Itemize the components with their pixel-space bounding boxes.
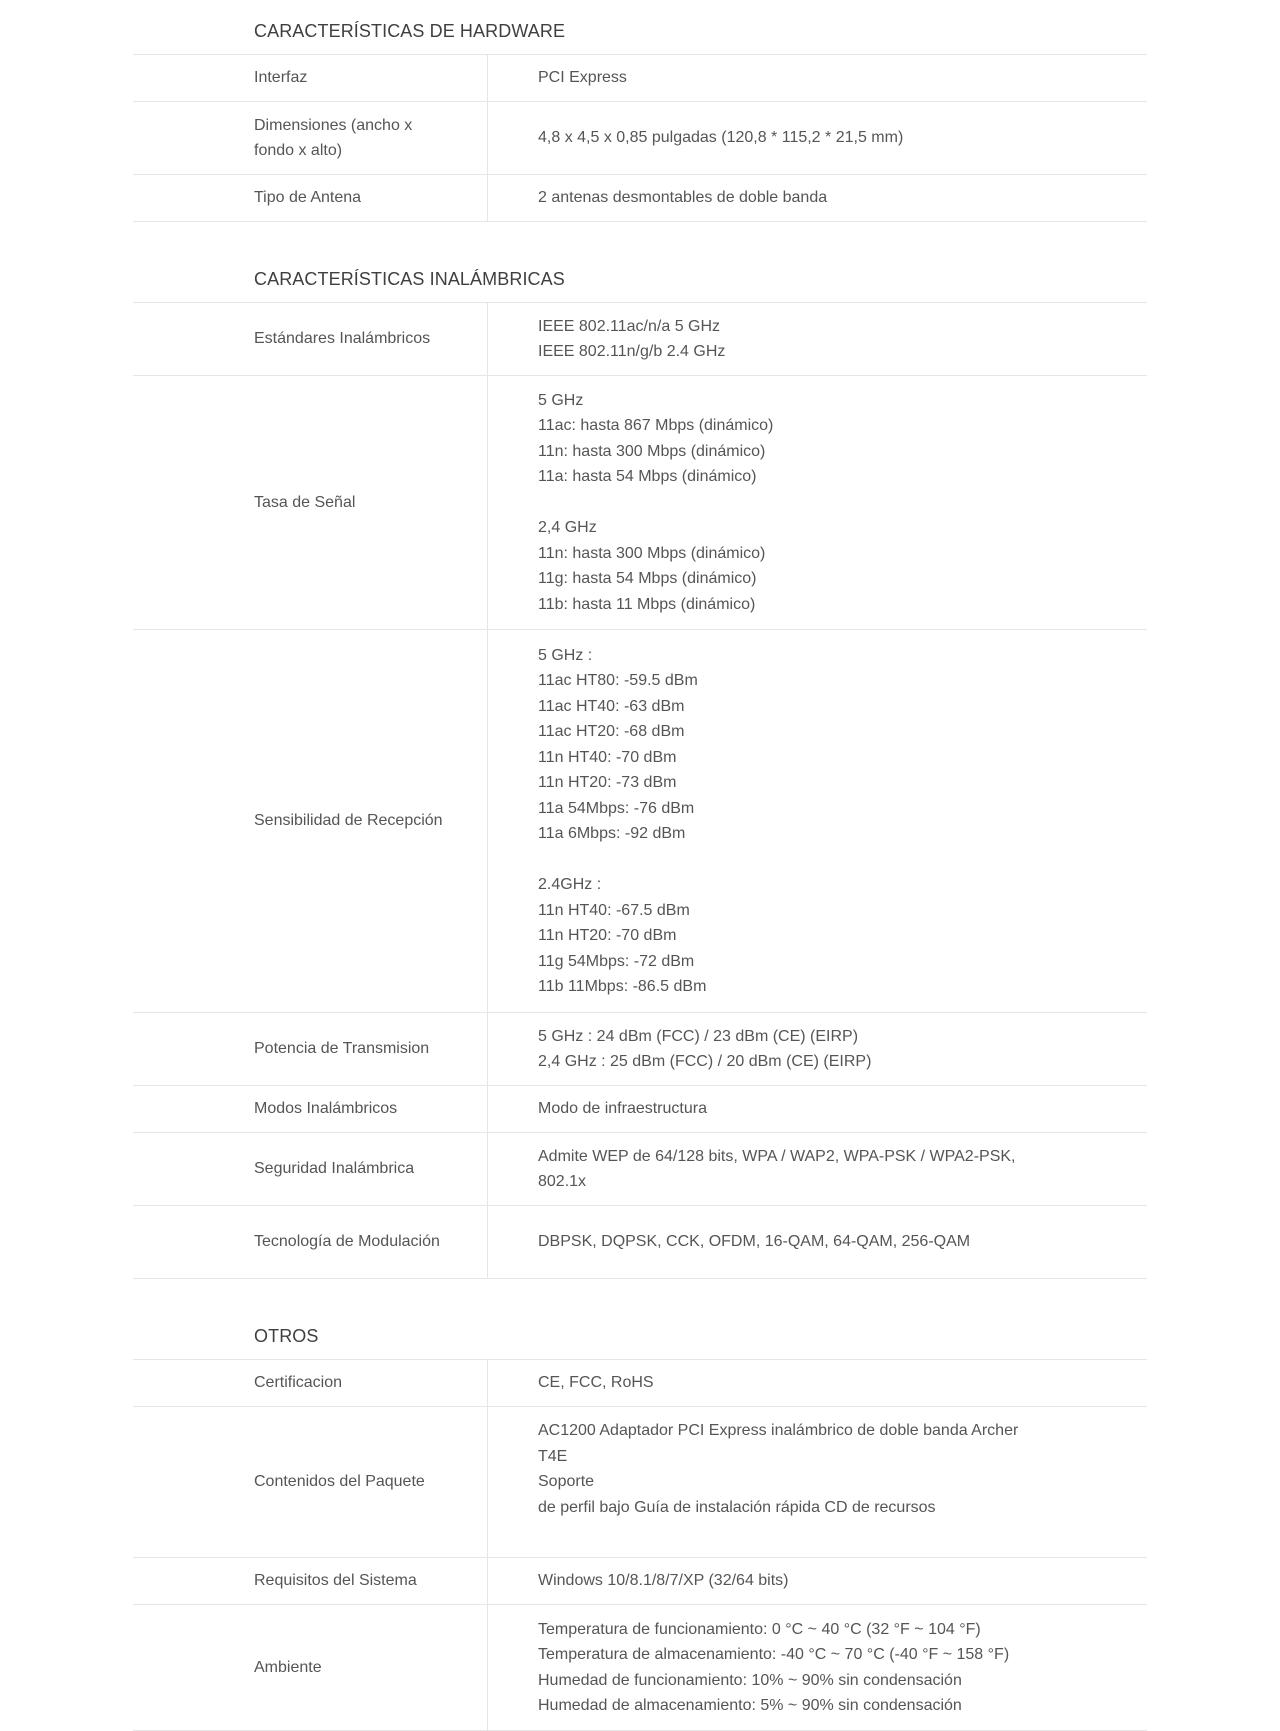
spec-value-line: DBPSK, DQPSK, CCK, OFDM, 16-QAM, 64-QAM, 256-QAM xyxy=(538,1233,971,1251)
spec-value-line: 11b 11Mbps: -86.5 dBm xyxy=(538,978,707,995)
spec-value-line: Modo de infraestructura xyxy=(538,1100,707,1118)
spec-value-line: Soporte xyxy=(538,1473,595,1491)
spec-row xyxy=(133,175,1147,222)
spec-label: Sensibilidad de Recepción xyxy=(133,630,488,1012)
spec-value-line: 11a 6Mbps: -92 dBm xyxy=(538,825,686,842)
spec-value xyxy=(488,1360,1147,1406)
spec-value-line xyxy=(538,1520,1037,1546)
spec-label: Certificacion xyxy=(133,1360,488,1406)
spec-value xyxy=(488,175,1147,221)
spec-value-line: 11a 54Mbps: -76 dBm xyxy=(538,799,695,817)
spec-section xyxy=(133,1279,1147,1731)
spec-value-line: 11n HT20: -70 dBm xyxy=(538,927,677,944)
spec-row xyxy=(133,630,1147,1013)
spec-section xyxy=(133,222,1147,1279)
spec-value xyxy=(488,1013,1147,1085)
spec-row xyxy=(133,1086,1147,1133)
spec-value xyxy=(488,1206,1147,1278)
spec-label: Estándares Inalámbricos xyxy=(133,303,488,375)
spec-label: Tecnología de Modulación xyxy=(133,1206,488,1278)
spec-value-line: IEEE 802.11ac/n/a 5 GHz xyxy=(538,317,721,335)
spec-value-line: 11n HT40: -70 dBm xyxy=(538,748,677,766)
spec-value-line: 11ac HT40: -63 dBm xyxy=(538,697,685,715)
spec-label: Tipo de Antena xyxy=(133,175,488,221)
spec-label: Contenidos del Paquete xyxy=(133,1407,488,1557)
spec-row xyxy=(133,102,1147,175)
spec-value-line: 5 GHz : 24 dBm (FCC) / 23 dBm (CE) (EIRP) xyxy=(538,1027,859,1045)
spec-value-line: 2,4 GHz xyxy=(538,519,597,537)
spec-section xyxy=(133,0,1147,222)
section-title: CARACTERÍSTICAS INALÁMBRICAS xyxy=(133,222,1147,303)
spec-value xyxy=(488,55,1147,101)
spec-value-line: 11g: hasta 54 Mbps (dinámico) xyxy=(538,570,757,588)
spec-value-line: 11a: hasta 54 Mbps (dinámico) xyxy=(538,468,757,486)
spec-value xyxy=(488,1133,1147,1205)
spec-value-line: AC1200 Adaptador PCI Express inalámbrico de doble banda Archer T4E xyxy=(538,1422,1023,1465)
spec-value-line: PCI Express xyxy=(538,69,627,87)
spec-row xyxy=(133,1133,1147,1206)
spec-row xyxy=(133,1407,1147,1558)
spec-value-line: 11n HT20: -73 dBm xyxy=(538,774,677,791)
spec-label: Potencia de Transmision xyxy=(133,1013,488,1085)
spec-value-line: 5 GHz xyxy=(538,391,584,409)
spec-label: Ambiente xyxy=(133,1605,488,1730)
spec-value-line: CE, FCC, RoHS xyxy=(538,1374,654,1392)
spec-value xyxy=(488,1558,1147,1604)
spec-value-line: 4,8 x 4,5 x 0,85 pulgadas (120,8 * 115,2 * 21,5 mm) xyxy=(538,129,904,147)
spec-row xyxy=(133,1605,1147,1731)
spec-value xyxy=(488,1086,1147,1132)
spec-value-line: Admite WEP de 64/128 bits, WPA / WAP2, WPA-PSK / WPA2-PSK, 802.1x xyxy=(538,1147,1020,1190)
spec-value-line: 11n: hasta 300 Mbps (dinámico) xyxy=(538,544,766,562)
spec-value-line xyxy=(538,490,1037,516)
spec-value-line: 11ac: hasta 867 Mbps (dinámico) xyxy=(538,417,774,435)
spec-value xyxy=(488,630,1147,1012)
spec-value-line: 11n HT40: -67.5 dBm xyxy=(538,901,690,919)
spec-value-line xyxy=(538,847,1037,873)
spec-value xyxy=(488,1605,1147,1730)
spec-row xyxy=(133,55,1147,102)
spec-value-line: Humedad de almacenamiento: 5% ~ 90% sin condensación xyxy=(538,1697,962,1714)
spec-value-line: 5 GHz : xyxy=(538,646,593,664)
spec-value xyxy=(488,376,1147,629)
spec-value-line: 2 antenas desmontables de doble banda xyxy=(538,189,828,207)
spec-label: Interfaz xyxy=(133,55,488,101)
spec-value-line: 11n: hasta 300 Mbps (dinámico) xyxy=(538,442,766,460)
spec-row xyxy=(133,1360,1147,1407)
spec-value-line: 2,4 GHz : 25 dBm (FCC) / 20 dBm (CE) (EIRP) xyxy=(538,1053,872,1070)
spec-value-line: de perfil bajo Guía de instalación rápida CD de recursos xyxy=(538,1498,936,1516)
spec-value-line: 2.4GHz : xyxy=(538,876,602,893)
spec-row xyxy=(133,376,1147,630)
spec-value-line: Temperatura de funcionamiento: 0 °C ~ 40 °C (32 °F ~ 104 °F) xyxy=(538,1620,981,1638)
spec-row xyxy=(133,1013,1147,1086)
spec-value-line: Humedad de funcionamiento: 10% ~ 90% sin condensación xyxy=(538,1671,962,1689)
spec-value xyxy=(488,303,1147,375)
spec-label: Tasa de Señal xyxy=(133,376,488,629)
section-title: OTROS xyxy=(133,1279,1147,1360)
spec-value xyxy=(488,102,1147,174)
spec-value-line: Windows 10/8.1/8/7/XP (32/64 bits) xyxy=(538,1572,789,1590)
spec-row xyxy=(133,1558,1147,1605)
spec-row xyxy=(133,1206,1147,1279)
section-title: CARACTERÍSTICAS DE HARDWARE xyxy=(133,0,1147,55)
spec-row xyxy=(133,303,1147,376)
spec-value-line: 11g 54Mbps: -72 dBm xyxy=(538,952,695,970)
spec-value-line: 11ac HT20: -68 dBm xyxy=(538,723,685,740)
spec-label: Modos Inalámbricos xyxy=(133,1086,488,1132)
spec-label: Seguridad Inalámbrica xyxy=(133,1133,488,1205)
spec-value-line: Temperatura de almacenamiento: -40 °C ~ 70 °C (-40 °F ~ 158 °F) xyxy=(538,1646,1010,1663)
spec-label: Dimensiones (ancho x fondo x alto) xyxy=(133,102,488,174)
spec-value-line: IEEE 802.11n/g/b 2.4 GHz xyxy=(538,343,726,360)
spec-label: Requisitos del Sistema xyxy=(133,1558,488,1604)
spec-value xyxy=(488,1407,1147,1557)
spec-value-line: 11ac HT80: -59.5 dBm xyxy=(538,672,698,689)
spec-value-line: 11b: hasta 11 Mbps (dinámico) xyxy=(538,595,756,613)
